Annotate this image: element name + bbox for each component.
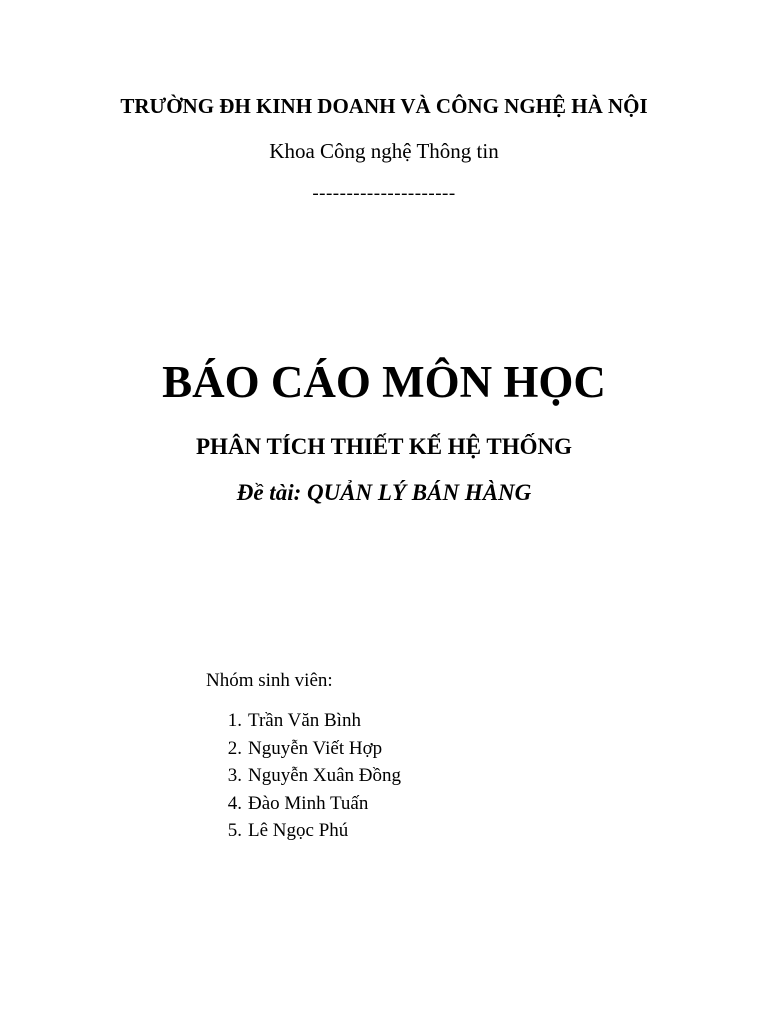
list-number: 4. xyxy=(227,792,242,814)
list-item xyxy=(206,764,401,792)
member-name: Nguyễn Viết Hợp xyxy=(248,737,383,759)
list-item xyxy=(206,737,401,765)
list-number: 5. xyxy=(227,820,242,841)
report-title: BÁO CÁO MÔN HỌC xyxy=(162,357,606,407)
divider-line: --------------------- xyxy=(312,183,456,204)
member-list xyxy=(206,709,401,847)
list-number: 1. xyxy=(227,710,242,731)
list-item xyxy=(206,709,401,737)
list-number: 2. xyxy=(227,737,242,759)
university-name: TRƯỜNG ĐH KINH DOANH VÀ CÔNG NGHỆ HÀ NỘI xyxy=(120,94,648,118)
member-name: Đào Minh Tuấn xyxy=(248,792,369,814)
list-item xyxy=(206,819,401,847)
subject-title: PHÂN TÍCH THIẾT KẾ HỆ THỐNG xyxy=(196,434,572,459)
member-name: Nguyễn Xuân Đồng xyxy=(248,765,402,786)
student-group-label: Nhóm sinh viên: xyxy=(206,670,333,691)
member-name: Trần Văn Bình xyxy=(248,710,361,731)
list-item xyxy=(206,792,401,820)
list-number: 3. xyxy=(227,765,242,786)
faculty-name: Khoa Công nghệ Thông tin xyxy=(269,139,499,163)
member-name: Lê Ngọc Phú xyxy=(248,820,349,841)
topic-title: Đề tài: QUẢN LÝ BÁN HÀNG xyxy=(236,480,532,505)
